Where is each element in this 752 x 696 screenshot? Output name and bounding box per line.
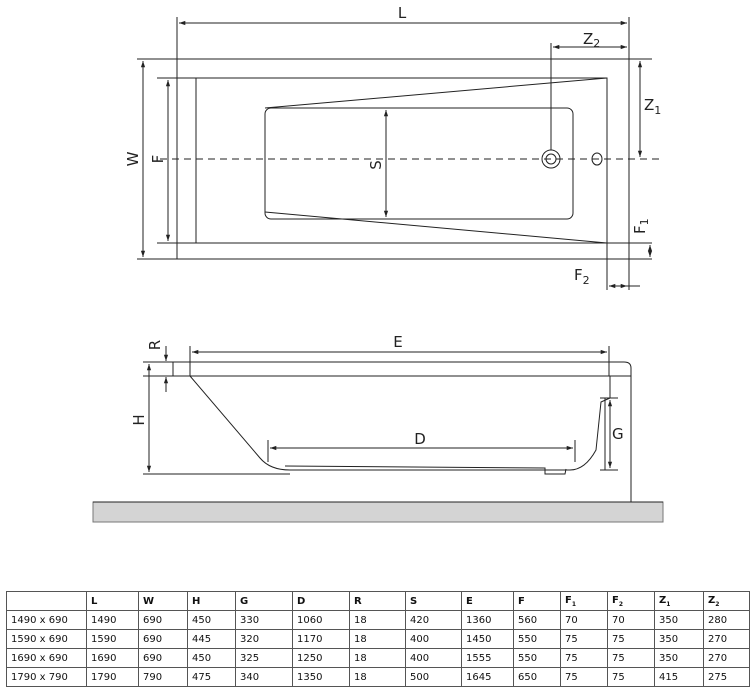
table-cell: 75 — [608, 649, 655, 668]
table-header-cell — [7, 592, 87, 611]
label-S: S — [367, 160, 385, 170]
label-F1: $F_1$ — [631, 218, 651, 234]
table-row — [7, 611, 750, 630]
table-cell: 1450 — [462, 630, 514, 649]
table-cell: 70 — [561, 611, 608, 630]
table-cell: 445 — [188, 630, 236, 649]
table-cell-model: 1490 x 690 — [7, 611, 87, 630]
table-cell: 18 — [350, 611, 406, 630]
tub-body-side — [190, 376, 610, 470]
table-header-cell — [350, 592, 406, 611]
table-header-label: R — [354, 595, 362, 607]
table-header-label: Z — [708, 594, 716, 606]
table-cell: 1645 — [462, 668, 514, 687]
floor — [93, 502, 663, 522]
table-cell: 420 — [406, 611, 462, 630]
table-cell: 75 — [561, 649, 608, 668]
table-cell: 550 — [514, 630, 561, 649]
table-cell: 350 — [655, 649, 704, 668]
table-header-cell — [406, 592, 462, 611]
table-header-label: Z — [659, 594, 667, 606]
label-F: F — [149, 154, 167, 164]
table-row — [7, 649, 750, 668]
table-header-cell — [139, 592, 188, 611]
table-row — [7, 630, 750, 649]
table-cell: 325 — [236, 649, 293, 668]
table-header-subscript: 2 — [715, 600, 720, 608]
table-header-cell — [236, 592, 293, 611]
label-W: W — [124, 151, 142, 167]
label-Z1: $Z_1$ — [644, 96, 662, 117]
table-row — [7, 668, 750, 687]
table-body — [7, 611, 750, 687]
table-header-cell — [293, 592, 350, 611]
table-header-cell — [704, 592, 750, 611]
table-cell: 450 — [188, 611, 236, 630]
table-cell: 450 — [188, 649, 236, 668]
rim-taper-bottom — [265, 212, 607, 243]
table-header-label: S — [410, 595, 418, 607]
table-header-label: E — [466, 595, 473, 607]
table-cell: 690 — [139, 611, 188, 630]
label-R: R — [146, 339, 164, 351]
table-header-cell — [561, 592, 608, 611]
table-cell: 270 — [704, 630, 750, 649]
table-cell: 1170 — [293, 630, 350, 649]
table-cell: 1790 — [87, 668, 139, 687]
table-cell: 75 — [561, 630, 608, 649]
tub-rim-side — [173, 362, 631, 376]
table-cell-model: 1790 x 790 — [7, 668, 87, 687]
table-cell: 18 — [350, 630, 406, 649]
label-F2: $F_2$ — [574, 266, 590, 287]
table-cell: 275 — [704, 668, 750, 687]
table-cell: 18 — [350, 668, 406, 687]
label-G: G — [612, 425, 624, 443]
table-header-label: D — [297, 595, 306, 607]
table-cell: 560 — [514, 611, 561, 630]
label-D: D — [414, 430, 426, 448]
label-E: E — [393, 333, 403, 351]
dimensions-table — [6, 591, 750, 687]
table-header-label: F — [612, 594, 619, 606]
tub-basin — [265, 108, 573, 219]
rim-taper-top — [265, 78, 607, 108]
table-header-cell — [514, 592, 561, 611]
table-cell: 1250 — [293, 649, 350, 668]
table-cell: 690 — [139, 630, 188, 649]
table-header-cell — [655, 592, 704, 611]
table-cell: 350 — [655, 611, 704, 630]
table-header-subscript: 1 — [666, 600, 671, 608]
table-cell: 70 — [608, 611, 655, 630]
table-cell: 280 — [704, 611, 750, 630]
label-H: H — [130, 414, 148, 426]
table-cell: 550 — [514, 649, 561, 668]
table-cell: 75 — [608, 668, 655, 687]
table-cell: 690 — [139, 649, 188, 668]
table-header-cell — [462, 592, 514, 611]
table-cell: 75 — [561, 668, 608, 687]
table-header-cell — [188, 592, 236, 611]
table-header-label: F — [518, 595, 525, 607]
label-Z2: $Z_2$ — [583, 30, 601, 50]
table-cell: 1690 — [87, 649, 139, 668]
table-cell-model: 1690 x 690 — [7, 649, 87, 668]
table-cell: 500 — [406, 668, 462, 687]
label-L: L — [397, 4, 407, 22]
table-header-label: H — [192, 595, 201, 607]
table-cell: 1490 — [87, 611, 139, 630]
table-cell: 320 — [236, 630, 293, 649]
table-cell: 1360 — [462, 611, 514, 630]
table-header-subscript: 1 — [571, 600, 577, 608]
table-cell: 475 — [188, 668, 236, 687]
table-header-cell — [608, 592, 655, 611]
table-cell: 270 — [704, 649, 750, 668]
table-header-label: L — [91, 595, 98, 607]
table-cell-model: 1590 x 690 — [7, 630, 87, 649]
table-cell: 350 — [655, 630, 704, 649]
table-cell: 400 — [406, 649, 462, 668]
table-cell: 330 — [236, 611, 293, 630]
top-view — [137, 17, 660, 290]
table-cell: 1350 — [293, 668, 350, 687]
table-header-label: W — [143, 595, 155, 607]
table-header-label: G — [240, 595, 249, 607]
table-cell: 75 — [608, 630, 655, 649]
table-cell: 340 — [236, 668, 293, 687]
side-view — [93, 346, 663, 522]
table-header-label: F — [565, 594, 572, 606]
table-header-row — [7, 592, 750, 611]
table-cell: 18 — [350, 649, 406, 668]
tub-rim-inner — [196, 78, 607, 243]
table-cell: 790 — [139, 668, 188, 687]
table-cell: 1555 — [462, 649, 514, 668]
table-cell: 1590 — [87, 630, 139, 649]
table-cell: 400 — [406, 630, 462, 649]
table-header-subscript: 2 — [618, 600, 624, 608]
table-cell: 1060 — [293, 611, 350, 630]
table-cell: 650 — [514, 668, 561, 687]
table-cell: 415 — [655, 668, 704, 687]
table-header-cell — [87, 592, 139, 611]
